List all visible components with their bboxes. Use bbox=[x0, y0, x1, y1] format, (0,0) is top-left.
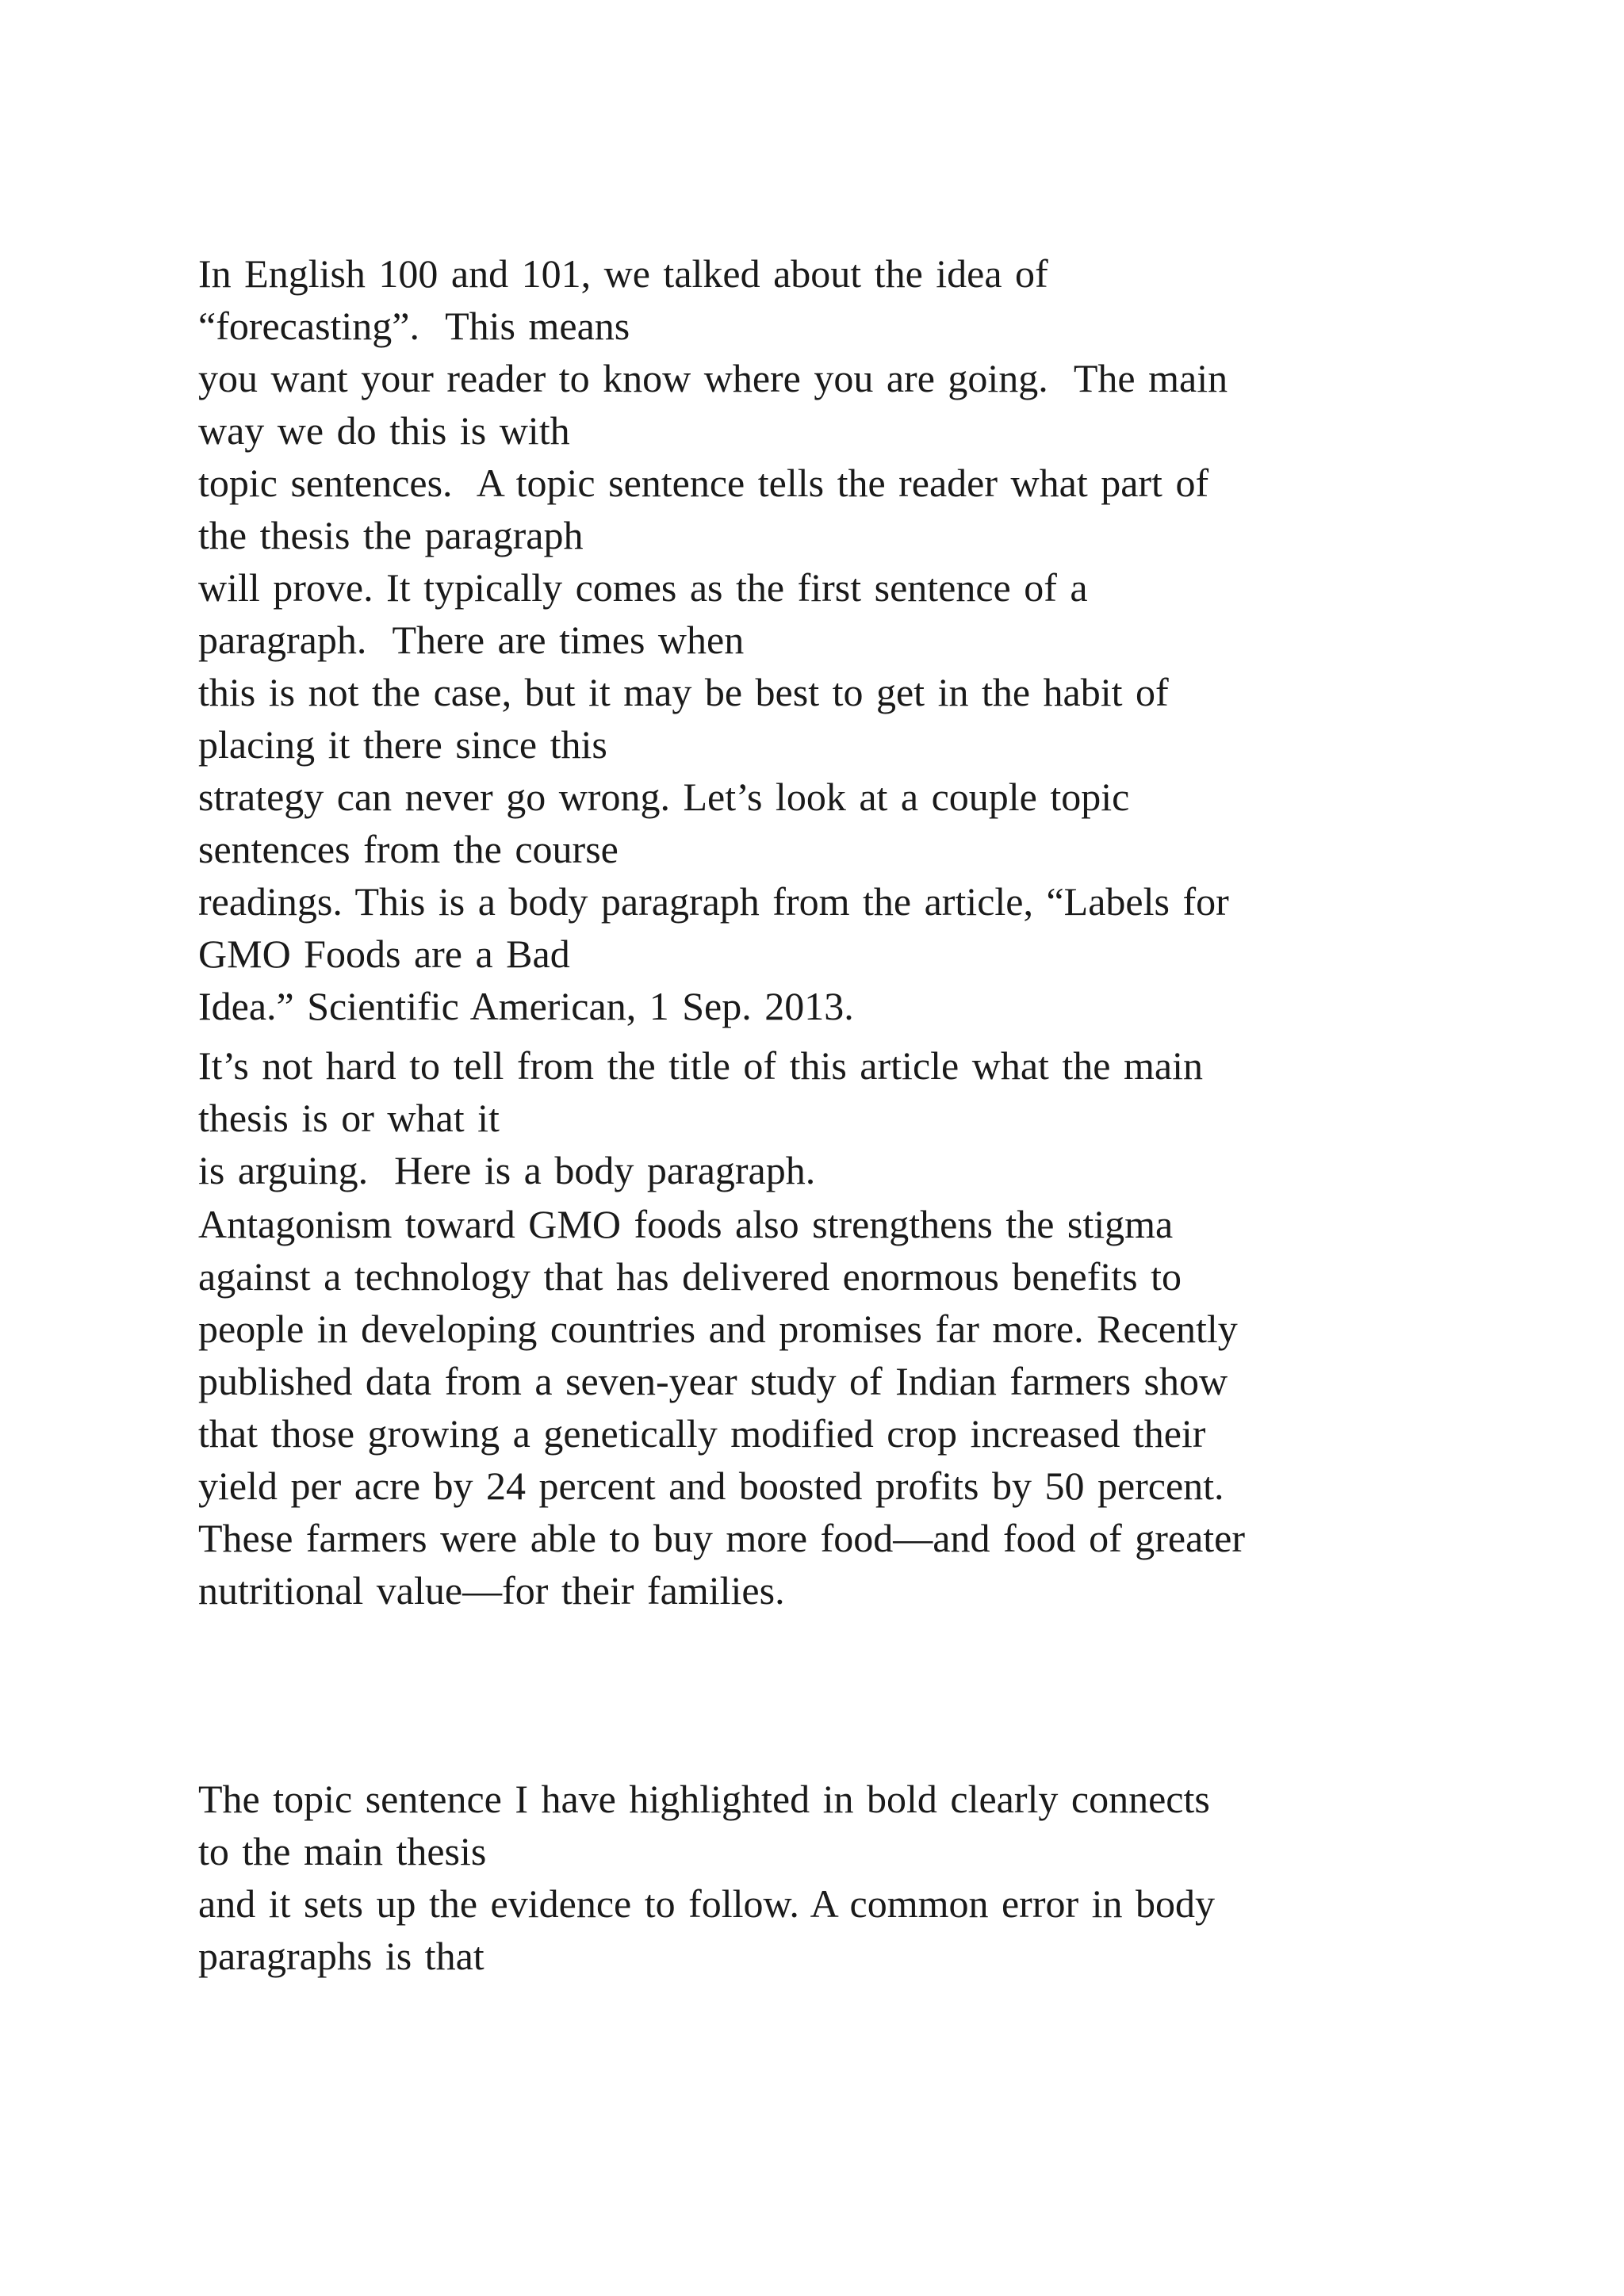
text-line: “forecasting”. This means bbox=[198, 304, 630, 348]
text-line: you want your reader to know where you are going. The main bbox=[198, 356, 1228, 400]
text-line: against a technology that has delivered enormous benefits to bbox=[198, 1254, 1182, 1299]
text-line: Antagonism toward GMO foods also strengthens the stigma bbox=[198, 1202, 1174, 1246]
followup-paragraph bbox=[198, 1773, 1467, 1982]
text-line: placing it there since this bbox=[198, 722, 607, 767]
text-line: In English 100 and 101, we talked about the idea of bbox=[198, 251, 1048, 296]
text-line: The topic sentence I have highlighted in bold clearly connects bbox=[198, 1777, 1210, 1821]
intro-paragraph bbox=[198, 247, 1467, 1032]
text-line: Idea.” Scientific American, 1 Sep. 2013. bbox=[198, 984, 854, 1028]
text-line: It’s not hard to tell from the title of this article what the main bbox=[198, 1043, 1203, 1088]
text-line: readings. This is a body paragraph from the article, “Labels for bbox=[198, 879, 1229, 924]
text-line: way we do this is with bbox=[198, 408, 570, 453]
text-line: will prove. It typically comes as the first sentence of a bbox=[198, 565, 1088, 610]
text-line: sentences from the course bbox=[198, 827, 619, 871]
text-line: paragraphs is that bbox=[198, 1934, 485, 1978]
text-line: paragraph. There are times when bbox=[198, 618, 745, 662]
quoted-body-paragraph bbox=[198, 1198, 1467, 1617]
text-line: published data from a seven-year study of Indian farmers show bbox=[198, 1359, 1228, 1403]
text-line: thesis is or what it bbox=[198, 1096, 500, 1140]
text-line: GMO Foods are a Bad bbox=[198, 932, 570, 976]
text-line: this is not the case, but it may be best to get in the habit of bbox=[198, 670, 1169, 714]
text-line: that those growing a genetically modified crop increased their bbox=[198, 1411, 1206, 1456]
text-line: the thesis the paragraph bbox=[198, 513, 584, 557]
text-line: strategy can never go wrong. Let’s look at a couple topic bbox=[198, 775, 1130, 819]
text-line: yield per acre by 24 percent and boosted profits by 50 percent. bbox=[198, 1464, 1224, 1508]
text-line: to the main thesis bbox=[198, 1829, 487, 1873]
text-line: and it sets up the evidence to follow. A common error in body bbox=[198, 1881, 1216, 1926]
text-line: is arguing. Here is a body paragraph. bbox=[198, 1148, 816, 1192]
thesis-paragraph bbox=[198, 1039, 1467, 1196]
text-line: topic sentences. A topic sentence tells the reader what part of bbox=[198, 461, 1209, 505]
text-line: people in developing countries and promises far more. Recently bbox=[198, 1307, 1238, 1351]
text-line: These farmers were able to buy more food—and food of greater bbox=[198, 1516, 1246, 1560]
text-line: nutritional value—for their families. bbox=[198, 1568, 785, 1613]
